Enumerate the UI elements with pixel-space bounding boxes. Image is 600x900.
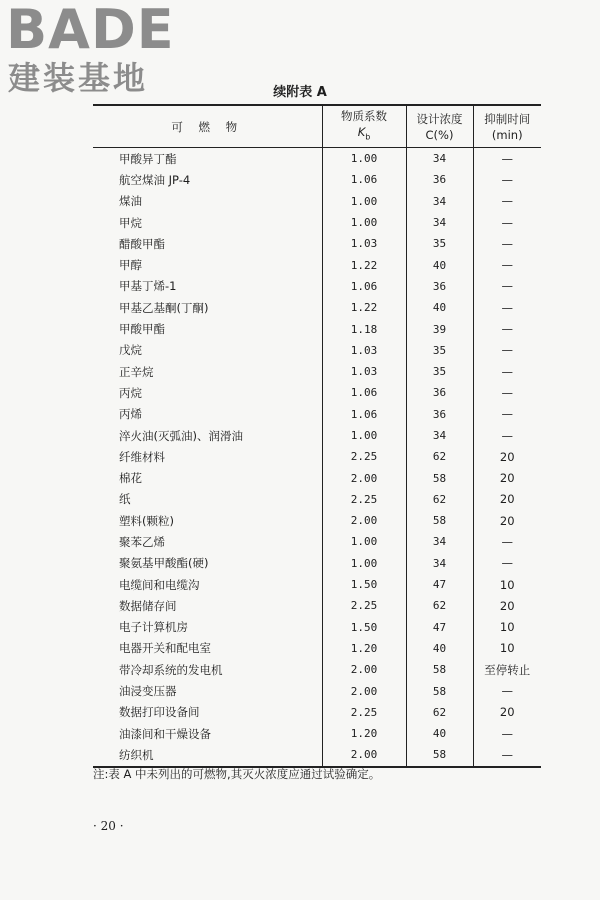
- cell-inhibit-time: 10: [473, 617, 541, 638]
- table-row: [93, 510, 541, 531]
- cell-coefficient: 1.06: [322, 382, 406, 403]
- cell-inhibit-time: —: [473, 425, 541, 446]
- cell-substance: 棉花: [119, 471, 142, 486]
- cell-coefficient: 1.50: [322, 617, 406, 638]
- cell-concentration: 35: [406, 361, 473, 382]
- cell-substance: 纺织机: [119, 747, 154, 762]
- cell-substance: 煤油: [119, 194, 142, 209]
- cell-substance: 丙烷: [119, 385, 142, 400]
- cell-substance: 甲酸异丁酯: [119, 151, 177, 166]
- cell-inhibit-time: —: [473, 340, 541, 361]
- header-inhibit-line2: (min): [491, 127, 523, 142]
- cell-concentration: 62: [406, 595, 473, 616]
- cell-substance: 电器开关和配电室: [119, 641, 211, 656]
- table-row: [93, 744, 541, 766]
- cell-substance: 醋酸甲酯: [119, 236, 165, 251]
- cell-substance: 塑料(颗粒): [119, 513, 174, 528]
- cell-concentration: 58: [406, 680, 473, 701]
- cell-substance: 油浸变压器: [119, 684, 177, 699]
- cell-concentration: 58: [406, 659, 473, 680]
- table-header-row: [93, 105, 541, 148]
- cell-coefficient: 1.00: [322, 531, 406, 552]
- cell-coefficient: 2.00: [322, 510, 406, 531]
- cell-concentration: 40: [406, 723, 473, 744]
- table-row: [93, 574, 541, 595]
- cell-substance: 电子计算机房: [119, 620, 188, 635]
- cell-substance: 电缆间和电缆沟: [119, 577, 200, 592]
- cell-coefficient: 1.03: [322, 361, 406, 382]
- cell-inhibit-time: —: [473, 233, 541, 254]
- cell-coefficient: 2.25: [322, 702, 406, 723]
- cell-coefficient: 1.06: [322, 169, 406, 190]
- table-row: [93, 148, 541, 170]
- cell-coefficient: 1.00: [322, 148, 406, 170]
- cell-substance: 戊烷: [119, 343, 142, 358]
- cell-inhibit-time: 20: [473, 510, 541, 531]
- header-concentration: [406, 105, 473, 148]
- cell-concentration: 40: [406, 254, 473, 275]
- cell-concentration: 58: [406, 744, 473, 766]
- cell-concentration: 35: [406, 233, 473, 254]
- cell-concentration: 35: [406, 340, 473, 361]
- cell-concentration: 62: [406, 489, 473, 510]
- cell-inhibit-time: 10: [473, 638, 541, 659]
- cell-coefficient: 1.22: [322, 254, 406, 275]
- table-row: [93, 489, 541, 510]
- cell-inhibit-time: —: [473, 297, 541, 318]
- cell-coefficient: 2.00: [322, 680, 406, 701]
- cell-coefficient: 2.25: [322, 446, 406, 467]
- cell-substance: 正辛烷: [119, 364, 154, 379]
- cell-inhibit-time: 20: [473, 702, 541, 723]
- table-row: [93, 446, 541, 467]
- table-row: [93, 638, 541, 659]
- cell-concentration: 34: [406, 531, 473, 552]
- cell-inhibit-time: —: [473, 553, 541, 574]
- cell-inhibit-time: —: [473, 382, 541, 403]
- cell-inhibit-time: 20: [473, 595, 541, 616]
- cell-concentration: 34: [406, 191, 473, 212]
- table-row: [93, 617, 541, 638]
- header-concentration-line1: 设计浓度: [416, 111, 463, 126]
- header-inhibit-line1: 抑制时间: [484, 111, 531, 126]
- cell-inhibit-time: 20: [473, 489, 541, 510]
- page-number: · 20 ·: [93, 819, 124, 833]
- cell-coefficient: 2.25: [322, 489, 406, 510]
- header-concentration-line2: C(%): [425, 127, 454, 142]
- table-row: [93, 595, 541, 616]
- table-row: [93, 467, 541, 488]
- cell-substance: 数据储存间: [119, 598, 177, 613]
- table-row: [93, 361, 541, 382]
- cell-substance: 纤维材料: [119, 449, 165, 464]
- table-row: [93, 702, 541, 723]
- cell-coefficient: 1.22: [322, 297, 406, 318]
- cell-coefficient: 1.00: [322, 425, 406, 446]
- cell-inhibit-time: —: [473, 276, 541, 297]
- table-row: [93, 680, 541, 701]
- cell-inhibit-time: 20: [473, 467, 541, 488]
- cell-inhibit-time: —: [473, 212, 541, 233]
- cell-substance: 甲烷: [119, 215, 142, 230]
- cell-concentration: 34: [406, 212, 473, 233]
- cell-inhibit-time: —: [473, 191, 541, 212]
- table-row: [93, 723, 541, 744]
- cell-concentration: 36: [406, 382, 473, 403]
- cell-inhibit-time: —: [473, 169, 541, 190]
- cell-concentration: 47: [406, 617, 473, 638]
- table-row: [93, 169, 541, 190]
- cell-concentration: 40: [406, 638, 473, 659]
- table-row: [93, 212, 541, 233]
- logo-wordmark: BADE: [6, 0, 175, 61]
- cell-concentration: 40: [406, 297, 473, 318]
- cell-concentration: 34: [406, 148, 473, 170]
- table-row: [93, 425, 541, 446]
- cell-coefficient: 1.06: [322, 276, 406, 297]
- cell-substance: 甲基丁烯-1: [119, 279, 177, 294]
- table-row: [93, 276, 541, 297]
- table-caption: 续附表 A: [273, 85, 327, 100]
- table-row: [93, 254, 541, 275]
- cell-concentration: 62: [406, 702, 473, 723]
- table-row: [93, 404, 541, 425]
- cell-concentration: 36: [406, 404, 473, 425]
- cell-concentration: 47: [406, 574, 473, 595]
- table-body: [93, 148, 541, 767]
- cell-substance: 丙烯: [119, 407, 142, 422]
- cell-concentration: 36: [406, 276, 473, 297]
- cell-concentration: 58: [406, 510, 473, 531]
- table-row: [93, 233, 541, 254]
- combustibles-table: [93, 104, 541, 768]
- header-coefficient-symbol: $K_b$: [357, 124, 371, 142]
- cell-substance: 航空煤油 JP-4: [119, 172, 191, 187]
- cell-concentration: 39: [406, 318, 473, 339]
- cell-coefficient: 1.00: [322, 553, 406, 574]
- cell-substance: 带冷却系统的发电机: [119, 662, 223, 677]
- cell-inhibit-time: —: [473, 254, 541, 275]
- cell-coefficient: 2.00: [322, 744, 406, 766]
- cell-substance: 纸: [119, 492, 131, 507]
- cell-inhibit-time: —: [473, 531, 541, 552]
- cell-coefficient: 2.00: [322, 467, 406, 488]
- cell-inhibit-time: —: [473, 148, 541, 170]
- header-substance: 可 燃 物: [93, 105, 322, 148]
- cell-inhibit-time: —: [473, 680, 541, 701]
- cell-substance: 甲基乙基酮(丁酮): [119, 300, 209, 315]
- cell-substance: 油漆间和干燥设备: [119, 726, 211, 741]
- logo-subtitle: 建装基地: [8, 59, 149, 97]
- cell-coefficient: 1.50: [322, 574, 406, 595]
- table-row: [93, 659, 541, 680]
- cell-concentration: 34: [406, 553, 473, 574]
- cell-substance: 聚苯乙烯: [119, 534, 165, 549]
- table-note: 注:表 A 中未列出的可燃物,其灭火浓度应通过试验确定。: [93, 767, 381, 781]
- table-row: [93, 318, 541, 339]
- cell-coefficient: 1.18: [322, 318, 406, 339]
- cell-substance: 淬火油(灭弧油)、润滑油: [119, 428, 243, 443]
- cell-coefficient: 2.00: [322, 659, 406, 680]
- cell-coefficient: 1.03: [322, 233, 406, 254]
- table-row: [93, 382, 541, 403]
- table-row: [93, 340, 541, 361]
- cell-inhibit-time: —: [473, 723, 541, 744]
- cell-coefficient: 1.20: [322, 723, 406, 744]
- table-row: [93, 553, 541, 574]
- cell-coefficient: 2.25: [322, 595, 406, 616]
- table-row: [93, 297, 541, 318]
- header-coefficient: [322, 105, 406, 148]
- header-coefficient-line1: 物质系数: [341, 108, 387, 123]
- cell-inhibit-time: —: [473, 318, 541, 339]
- cell-concentration: 34: [406, 425, 473, 446]
- cell-inhibit-time: —: [473, 404, 541, 425]
- cell-inhibit-time: 至停转止: [473, 659, 541, 680]
- cell-substance: 甲醇: [119, 258, 142, 273]
- cell-substance: 数据打印设备间: [119, 705, 200, 720]
- cell-inhibit-time: 20: [473, 446, 541, 467]
- cell-concentration: 62: [406, 446, 473, 467]
- table-row: [93, 531, 541, 552]
- cell-substance: 甲酸甲酯: [119, 322, 165, 337]
- cell-coefficient: 1.03: [322, 340, 406, 361]
- cell-inhibit-time: 10: [473, 574, 541, 595]
- cell-inhibit-time: —: [473, 361, 541, 382]
- cell-substance: 聚氨基甲酸酯(硬): [119, 556, 209, 571]
- cell-inhibit-time: —: [473, 744, 541, 766]
- cell-coefficient: 1.06: [322, 404, 406, 425]
- table-row: [93, 191, 541, 212]
- cell-coefficient: 1.00: [322, 212, 406, 233]
- header-inhibit-time: [473, 105, 541, 148]
- cell-coefficient: 1.00: [322, 191, 406, 212]
- cell-concentration: 58: [406, 467, 473, 488]
- cell-coefficient: 1.20: [322, 638, 406, 659]
- cell-concentration: 36: [406, 169, 473, 190]
